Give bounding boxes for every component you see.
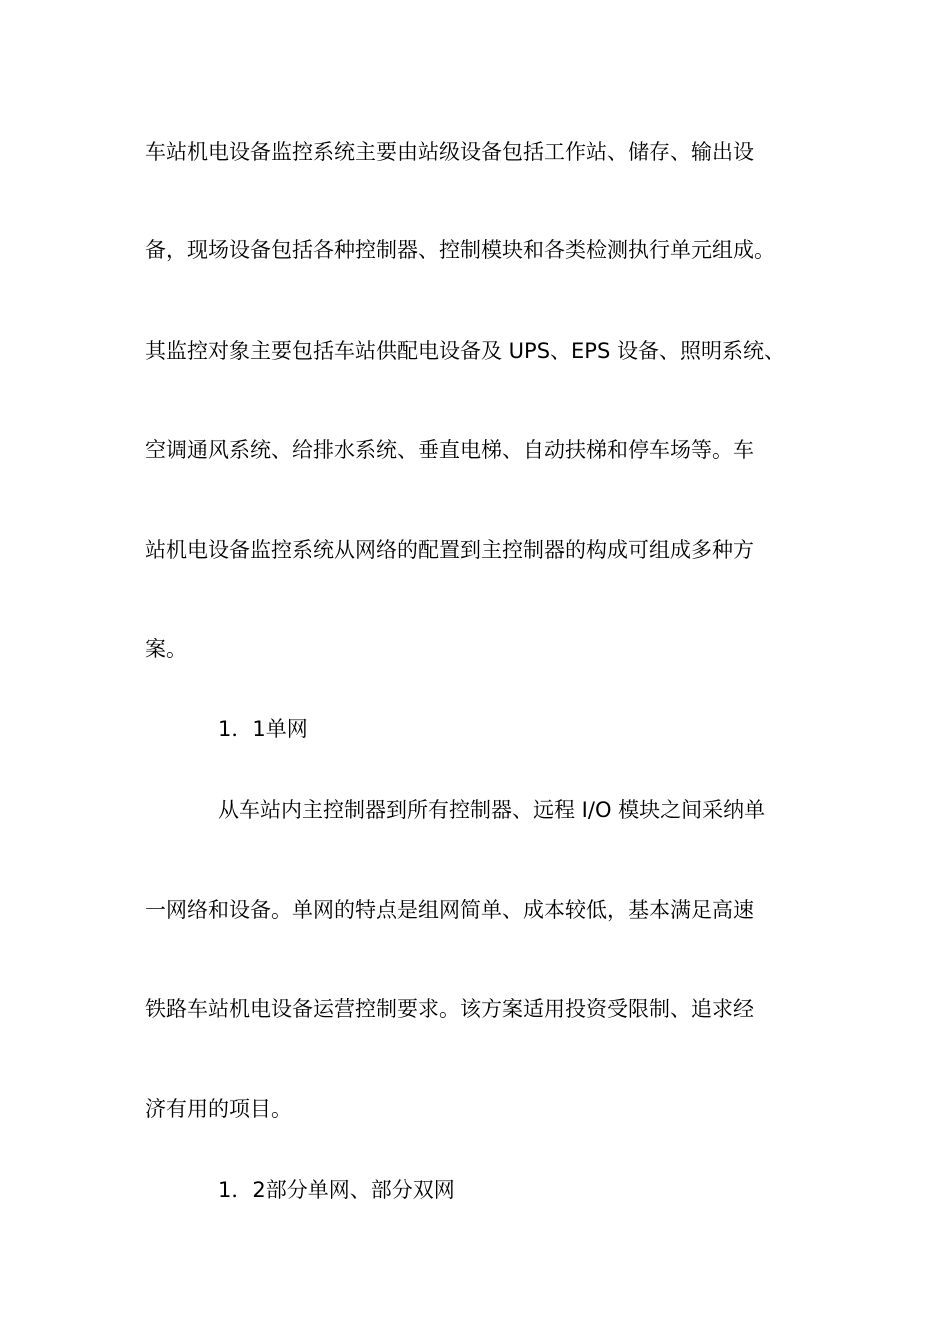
- paragraph-line: 其监控对象主要包括车站供配电设备及 UPS、EPS 设备、照明系统、: [145, 339, 785, 363]
- paragraph-line: 从车站内主控制器到所有控制器、远程 I/O 模块之间采纳单: [218, 798, 766, 822]
- paragraph-line: 一网络和设备。单网的特点是组网简单、成本较低，基本满足高速: [145, 898, 754, 922]
- section-heading: 1．1单网: [218, 717, 308, 741]
- paragraph-line: 铁路车站机电设备运营控制要求。该方案适用投资受限制、追求经: [145, 997, 754, 1021]
- paragraph-line: 案。: [145, 637, 187, 661]
- section-heading: 1．2部分单网、部分双网: [218, 1178, 455, 1202]
- paragraph-line: 车站机电设备监控系统主要由站级设备包括工作站、储存、输出设: [145, 140, 754, 164]
- paragraph-line: 备，现场设备包括各种控制器、控制模块和各类检测执行单元组成。: [145, 238, 775, 262]
- paragraph-line: 济有用的项目。: [145, 1097, 292, 1121]
- paragraph-line: 站机电设备监控系统从网络的配置到主控制器的构成可组成多种方: [145, 538, 754, 562]
- paragraph-line: 空调通风系统、给排水系统、垂直电梯、自动扶梯和停车场等。车: [145, 438, 754, 462]
